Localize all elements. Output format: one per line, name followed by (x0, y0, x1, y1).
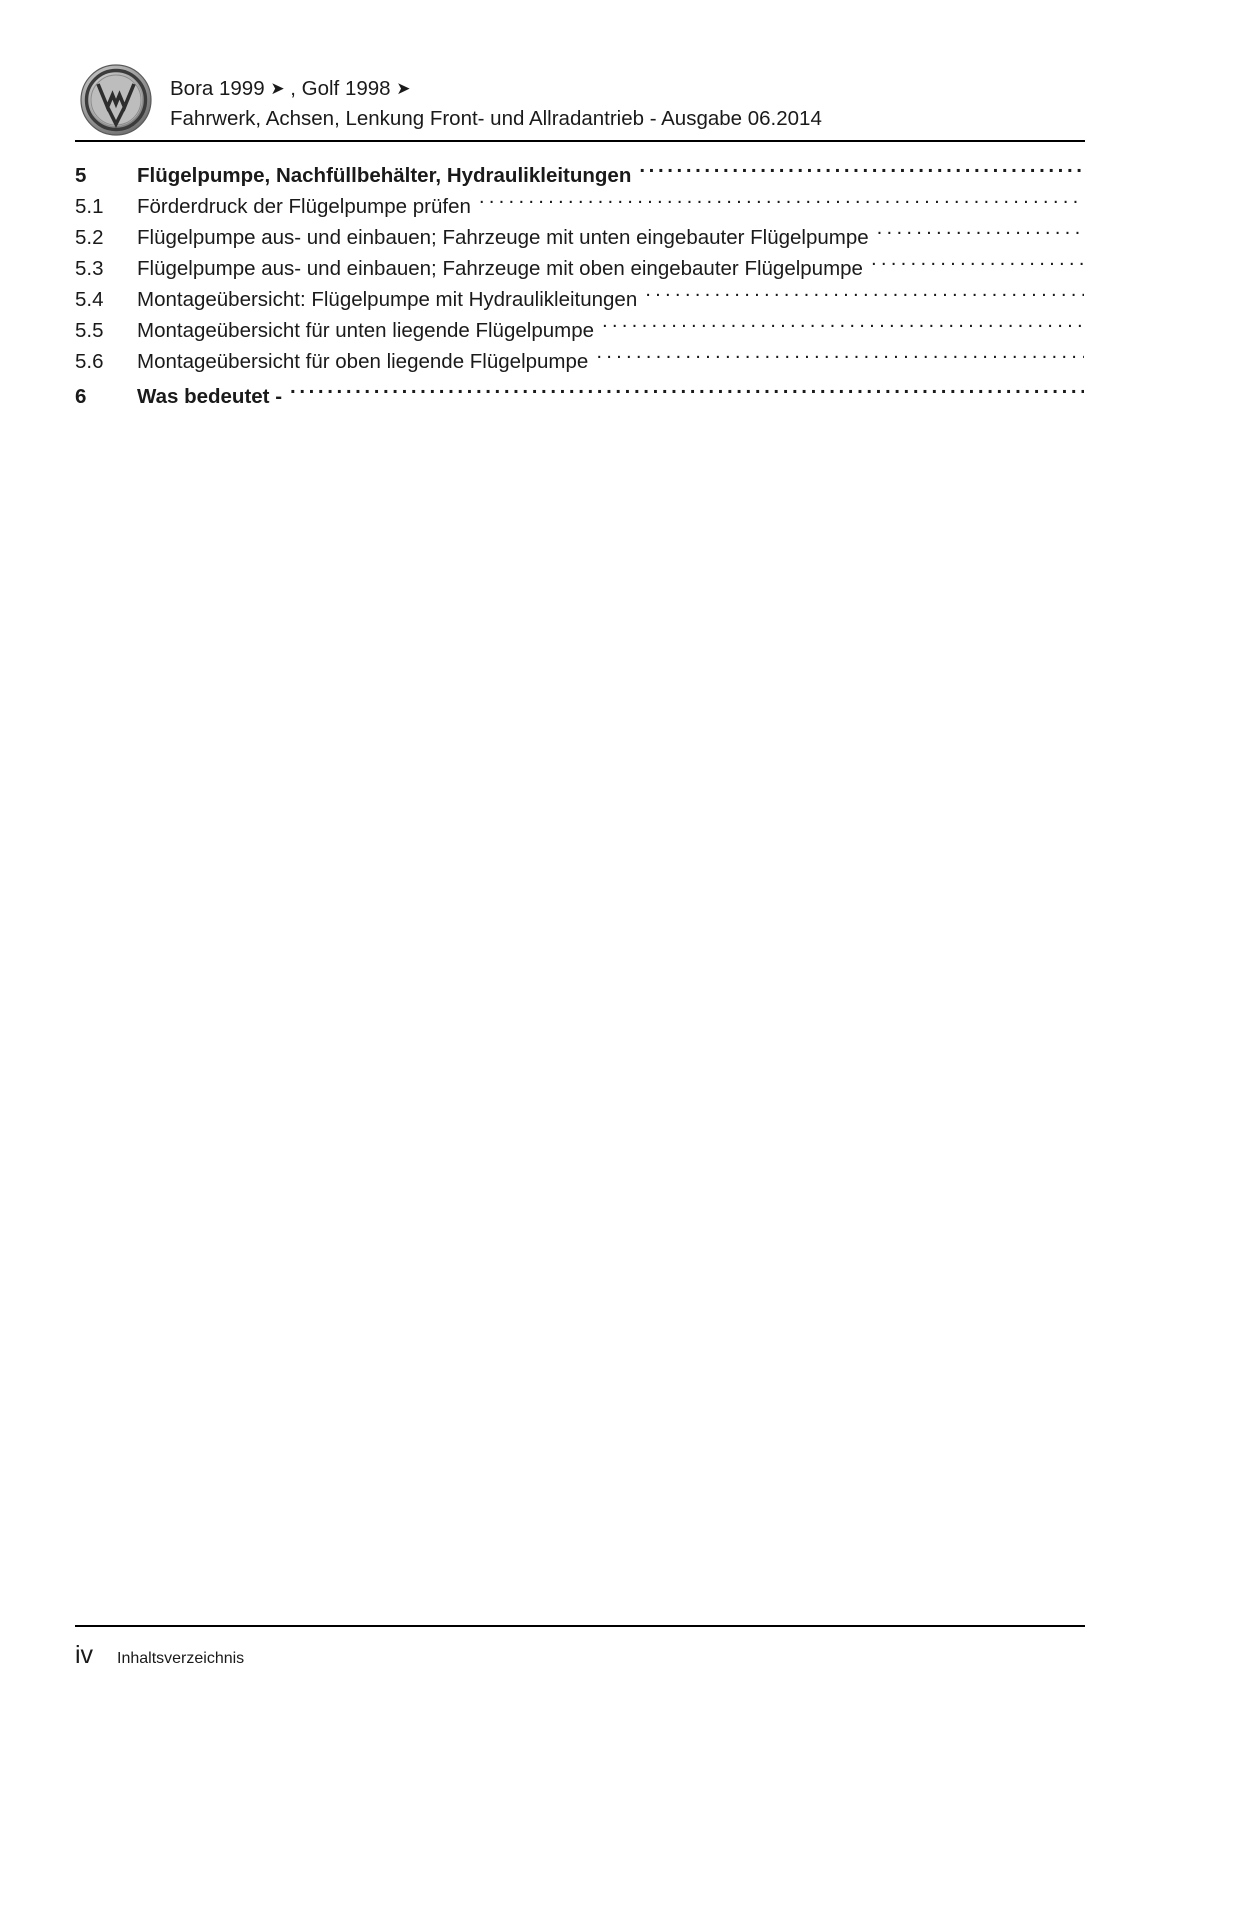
toc-entry-title: Montageübersicht für unten liegende Flügelpumpe (137, 319, 594, 342)
toc-entry-number: 6 (75, 385, 87, 408)
toc-entry[interactable] (75, 381, 1090, 412)
toc-entry-title: Montageübersicht für oben liegende Flügelpumpe (137, 350, 589, 373)
vw-logo-icon (80, 64, 152, 136)
header-model-middle: , Golf 1998 (290, 77, 391, 100)
toc-entry-number: 5 (75, 164, 87, 187)
toc-entry-title: Flügelpumpe aus- und einbauen; Fahrzeuge mit unten eingebauter Flügelpumpe (137, 226, 869, 249)
toc-entry-title: Flügelpumpe, Nachfüllbehälter, Hydraulikleitungen (137, 164, 632, 187)
toc-entry-number: 5.3 (75, 257, 104, 280)
toc-entry-number: 5.1 (75, 195, 104, 218)
footer-page-number: iv (75, 1641, 94, 1669)
arrow-right-icon: ➤ (270, 79, 285, 98)
footer-divider (75, 1625, 1085, 1627)
toc-entry-number: 5.5 (75, 319, 104, 342)
toc-entry-number: 5.4 (75, 288, 104, 311)
toc-entry-title: Montageübersicht: Flügelpumpe mit Hydraulikleitungen (137, 288, 638, 311)
header-divider (75, 140, 1085, 142)
header-model-prefix: Bora 1999 (170, 77, 265, 100)
toc-entry-title: Förderdruck der Flügelpumpe prüfen (137, 195, 471, 218)
toc-entry-title: Was bedeutet - (137, 385, 283, 408)
toc-entry-title: Flügelpumpe aus- und einbauen; Fahrzeuge mit oben eingebauter Flügelpumpe (137, 257, 863, 280)
header-titles (170, 76, 1050, 132)
header-subtitle: Fahrwerk, Achsen, Lenkung Front- und Allradantrieb - Ausgabe 06.2014 (170, 107, 822, 130)
toc-entry-number: 5.2 (75, 226, 104, 249)
arrow-right-icon-2: ➤ (396, 79, 411, 98)
header-model-line (170, 76, 1050, 102)
page-footer (75, 1640, 1085, 1674)
page-header (75, 62, 1085, 140)
table-of-contents (75, 160, 1090, 412)
footer-section-label: Inhaltsverzeichnis (117, 1650, 245, 1667)
toc-entry-number: 5.6 (75, 350, 104, 373)
